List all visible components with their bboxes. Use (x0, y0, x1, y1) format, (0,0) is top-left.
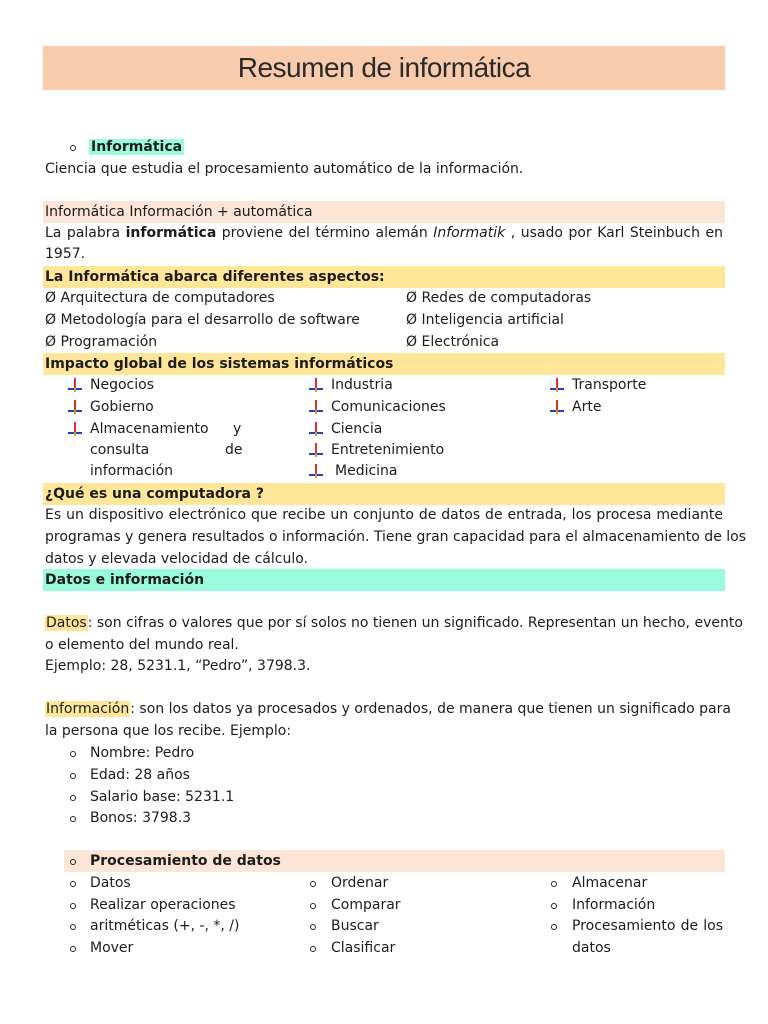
processing-item: Clasificar (331, 940, 396, 956)
computer-heading: ¿Qué es una computadora ? (45, 486, 264, 502)
impact-item: consulta (90, 442, 150, 458)
impact-item: información (90, 463, 174, 479)
datos-line1 (45, 613, 743, 634)
bullet-circle (551, 924, 557, 930)
bullet-circle (70, 751, 76, 757)
bullet-circle (70, 816, 76, 822)
impact-item: de (225, 442, 243, 458)
datos-example: Ejemplo: 28, 5231.1, “Pedro”, 3798.3. (45, 658, 311, 674)
cross-bullet-icon (309, 400, 323, 414)
processing-item: Buscar (331, 918, 379, 934)
datos-label: Datos (46, 615, 87, 631)
cross-bullet-icon (309, 422, 323, 436)
processing-item: Almacenar (572, 875, 648, 891)
processing-item: Información (572, 897, 656, 913)
etymology-paragraph-line1 (45, 223, 723, 244)
title-banner (43, 46, 725, 90)
aspect-item: Ø Metodología para el desarrollo de software (45, 312, 360, 328)
impact-item: Almacenamiento (90, 421, 209, 437)
bullet-circle (70, 881, 76, 887)
etymology-text-e: , usado por Karl Steinbuch en (510, 225, 723, 241)
etymology-text-c: proviene del término alemán (221, 225, 428, 241)
data-info-heading-line (45, 570, 204, 591)
impact-item: Ciencia (331, 421, 383, 437)
info-line1 (45, 699, 731, 720)
example-item: Nombre: Pedro (90, 745, 195, 761)
cross-bullet-icon (309, 464, 323, 478)
aspects-heading: La Informática abarca diferentes aspectos: (45, 269, 385, 285)
bullet-circle (310, 881, 316, 887)
bullet-circle (551, 903, 557, 909)
processing-item: Procesamiento de los (572, 918, 723, 934)
impact-item: Arte (572, 399, 602, 415)
computer-heading-line (45, 484, 264, 505)
computer-paragraph-line: Es un dispositivo electrónico que recibe un conjunto de datos de entrada, los procesa mediante (45, 507, 723, 523)
cross-bullet-icon (550, 400, 564, 414)
example-item: Edad: 28 años (90, 767, 190, 783)
processing-item: Datos (90, 875, 131, 891)
impact-item: y (233, 421, 242, 437)
informatica-heading: Informática (91, 139, 183, 155)
impact-item: Transporte (572, 377, 647, 393)
informatica-heading-line (89, 137, 184, 158)
impact-item: Industria (331, 377, 393, 393)
bullet-circle (70, 924, 76, 930)
aspect-item: Ø Arquitectura de computadores (45, 290, 275, 306)
example-item: Bonos: 3798.3 (90, 810, 192, 826)
processing-item: Realizar operaciones (90, 897, 236, 913)
impact-item: Medicina (335, 463, 398, 479)
data-info-heading: Datos e información (45, 572, 205, 588)
info-text: : son los datos ya procesados y ordenados, de manera que tienen un significado para (130, 701, 731, 717)
datos-line2: o elemento del mundo real. (45, 637, 239, 653)
impact-heading: Impacto global de los sistemas informáticos (45, 356, 394, 372)
aspect-item: Ø Electrónica (406, 334, 500, 350)
bullet-circle (70, 946, 76, 952)
cross-bullet-icon (309, 378, 323, 392)
bullet-circle (70, 859, 76, 865)
processing-item: aritméticas (+, -, *, /) (90, 918, 240, 934)
bullet-circle (310, 903, 316, 909)
informatica-definition: Ciencia que estudia el procesamiento automático de la información. (45, 161, 524, 177)
info-line2: la persona que los recibe. Ejemplo: (45, 723, 292, 739)
impact-item: Comunicaciones (331, 399, 446, 415)
bullet-circle (310, 946, 316, 952)
datos-text: : son cifras o valores que por sí solos no tienen un significado. Representan un hecho, evento (87, 615, 743, 631)
processing-item: Ordenar (331, 875, 389, 891)
etymology-text-a: La palabra (45, 225, 121, 241)
info-label: Información (46, 701, 130, 717)
cross-bullet-icon (68, 400, 82, 414)
bullet-circle (70, 903, 76, 909)
bullet-circle (70, 795, 76, 801)
etymology-band-text: Informática Información + automática (45, 204, 313, 220)
bullet-circle (310, 924, 316, 930)
processing-heading: Procesamiento de datos (90, 853, 281, 869)
etymology-term: informática (125, 225, 217, 241)
impact-item: Entretenimiento (331, 442, 445, 458)
bullet-circle (70, 773, 76, 779)
etymology-german-word: Informatik (433, 225, 506, 241)
cross-bullet-icon (68, 378, 82, 392)
cross-bullet-icon (68, 422, 82, 436)
aspect-item: Ø Inteligencia artificial (406, 312, 564, 328)
processing-heading-line (90, 851, 281, 872)
impact-item: Negocios (90, 377, 154, 393)
cross-bullet-icon (550, 378, 564, 392)
aspect-item: Ø Programación (45, 334, 158, 350)
processing-item: datos (572, 940, 611, 956)
processing-item: Mover (90, 940, 134, 956)
impact-heading-line (45, 354, 393, 375)
etymology-year: 1957. (45, 246, 86, 262)
computer-paragraph-line: datos y elevada velocidad de cálculo. (45, 551, 308, 567)
example-item: Salario base: 5231.1 (90, 789, 235, 805)
computer-paragraph-line: programas y genera resultados o información. Tiene gran capacidad para el almacenamiento de los (45, 529, 747, 545)
impact-item: Gobierno (90, 399, 154, 415)
aspects-heading-line (45, 267, 385, 288)
cross-bullet-icon (309, 443, 323, 457)
bullet-circle (551, 881, 557, 887)
page-title: Resumen de informática (237, 52, 531, 83)
aspect-item: Ø Redes de computadoras (406, 290, 592, 306)
bullet-circle (70, 145, 76, 151)
processing-item: Comparar (331, 897, 401, 913)
